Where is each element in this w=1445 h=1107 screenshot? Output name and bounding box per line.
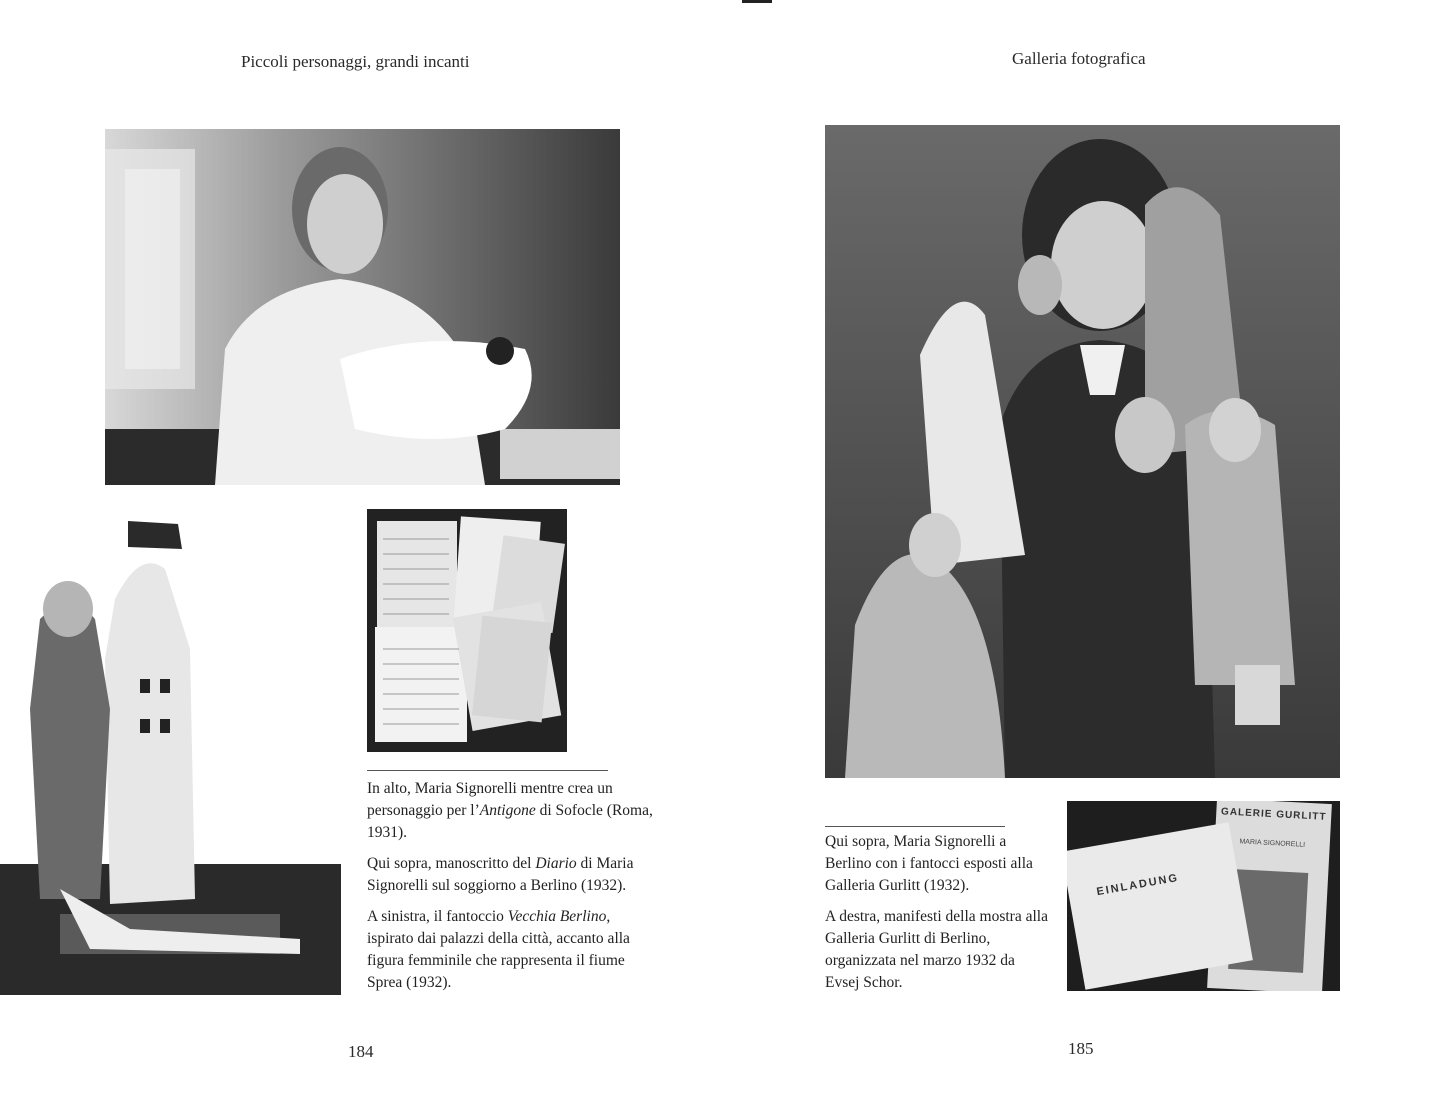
photo-exhibition-posters xyxy=(1067,801,1340,991)
right-page-number: 185 xyxy=(1068,1039,1094,1058)
caption-antigone: In alto, Maria Signorelli mentre crea un personaggio per l’Antigone di Sofocle (Roma, 1931). xyxy=(367,780,653,841)
photo-maria-with-puppets xyxy=(825,125,1340,778)
caption-galleria-gurlitt: Qui sopra, Maria Signorelli a Berlino con i fantocci esposti alla Galleria Gurlitt (1932). xyxy=(825,833,1033,894)
photo-woman-creating-puppet xyxy=(105,129,620,485)
invitation-card xyxy=(1067,822,1253,989)
caption-manifesti: A destra, manifesti della mostra alla Galleria Gurlitt di Berlino, organizzata nel marzo 1932 da Evsej Schor. xyxy=(825,908,1048,991)
right-caption-rule xyxy=(825,826,1005,827)
left-running-head: Piccoli personaggi, grandi incanti xyxy=(241,52,470,71)
invitation-word: EINLADUNG xyxy=(1095,871,1180,899)
left-caption-rule xyxy=(367,770,608,771)
poster-artist-name: MARIA SIGNORELLI xyxy=(1239,838,1306,849)
photo-puppets-vecchia-berlino xyxy=(0,509,341,995)
left-page-number: 184 xyxy=(348,1042,374,1061)
poster-gallery-name: GALERIE GURLITT xyxy=(1220,806,1327,823)
caption-vecchia-berlino: A sinistra, il fantoccio Vecchia Berlino, ispirato dai palazzi della città, accanto alla figura femminile che rappresenta il fiume Sprea (1932). xyxy=(367,908,630,991)
caption-diario: Qui sopra, manoscritto del Diario di Maria Signorelli sul soggiorno a Berlino (1932). xyxy=(367,855,634,894)
top-mark xyxy=(742,0,772,3)
right-caption xyxy=(825,831,1050,1003)
photo-manuscript-diary xyxy=(367,509,567,752)
left-caption xyxy=(367,778,657,1003)
right-running-head: Galleria fotografica xyxy=(1012,49,1146,68)
